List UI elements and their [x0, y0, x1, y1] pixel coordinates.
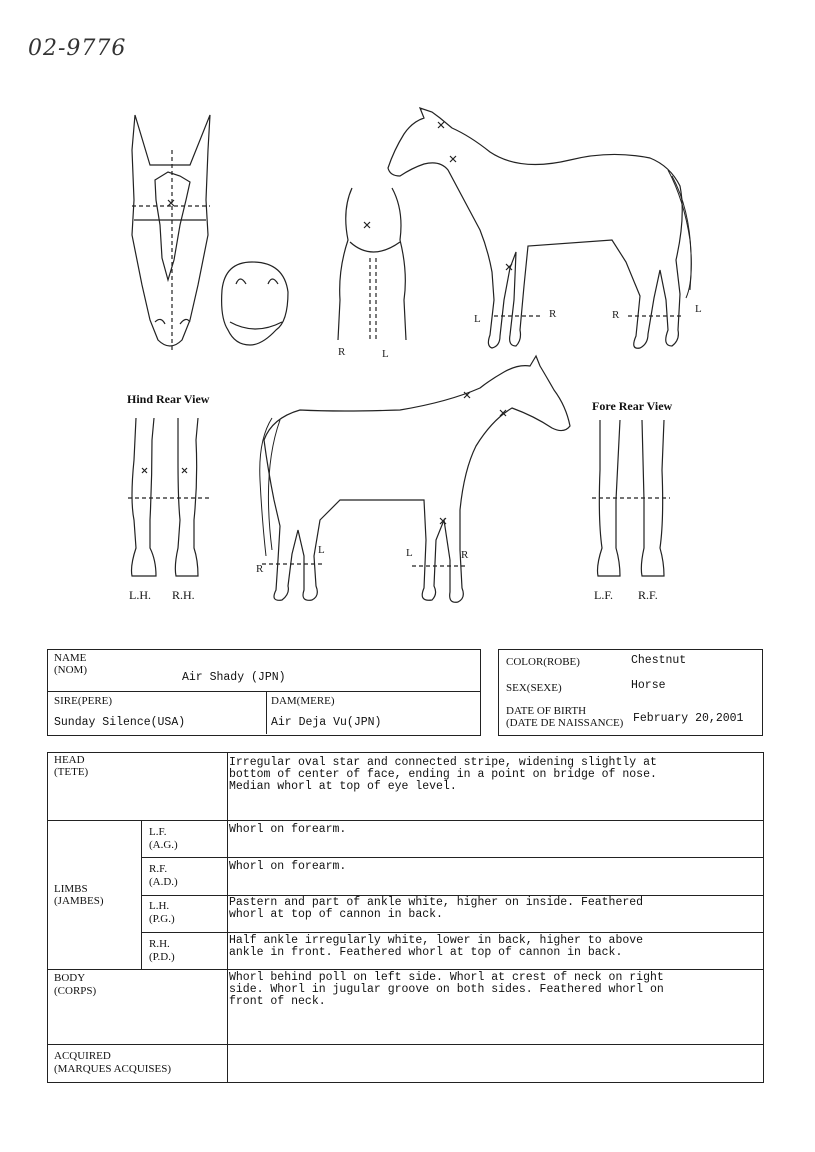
name-label: NAME	[54, 652, 87, 664]
rh-label-fr: (P.D.)	[149, 951, 175, 963]
body-line-2: side. Whorl in jugular groove on both sides. Feathered whorl on	[229, 983, 664, 996]
rf-label-fr: (A.D.)	[149, 876, 178, 888]
rh-line-2: ankle in front. Feathered whorl at top of cannon in back.	[229, 946, 623, 959]
horse-diagrams	[0, 90, 815, 615]
label-l-4: L	[318, 544, 325, 556]
head-label-fr: (TETE)	[54, 766, 89, 778]
dam-label: DAM(MERE)	[271, 695, 335, 707]
sex-value: Horse	[631, 679, 666, 692]
dob-label-fr: (DATE DE NAISSANCE)	[506, 717, 624, 729]
label-l-5: L	[406, 547, 413, 559]
body-label: BODY	[54, 972, 86, 984]
handwritten-id: 02-9776	[28, 36, 127, 61]
label-rh: R.H.	[172, 588, 195, 602]
limbs-label-fr: (JAMBES)	[54, 895, 104, 907]
lh-line-2: whorl at top of cannon in back.	[229, 908, 443, 921]
head-label: HEAD	[54, 754, 85, 766]
limbs-label: LIMBS	[54, 883, 88, 895]
label-l-2: L	[695, 303, 702, 315]
rh-line-1: Half ankle irregularly white, lower in back, higher to above	[229, 934, 644, 947]
head-line-1: Irregular oval star and connected stripe, widening slightly at	[229, 756, 657, 769]
horse-side-left-drawing	[260, 356, 570, 602]
label-l-3: L	[382, 348, 389, 360]
hind-rear-view-title: Hind Rear View	[127, 392, 210, 406]
body-line-3: front of neck.	[229, 995, 326, 1008]
lh-label-fr: (P.G.)	[149, 913, 175, 925]
label-r-1: R	[549, 308, 557, 320]
fore-legs-drawing	[592, 420, 670, 576]
body-label-fr: (CORPS)	[54, 985, 97, 997]
face-front-drawing	[132, 115, 210, 350]
sire-value: Sunday Silence(USA)	[54, 716, 186, 729]
sex-label: SEX(SEXE)	[506, 682, 562, 694]
name-label-fr: (NOM)	[54, 664, 87, 676]
lh-label: L.H.	[149, 900, 170, 912]
acquired-label-fr: (MARQUES ACQUISES)	[54, 1063, 172, 1075]
name-value: Air Shady (JPN)	[182, 671, 286, 684]
body-line-1: Whorl behind poll on left side. Whorl at crest of neck on right	[229, 971, 664, 984]
label-r-5: R	[461, 549, 469, 561]
sire-label: SIRE(PERE)	[54, 695, 113, 707]
label-r-4: R	[256, 563, 264, 575]
fore-rear-view-title: Fore Rear View	[592, 399, 673, 413]
acquired-label: ACQUIRED	[54, 1050, 111, 1062]
label-l-1: L	[474, 313, 481, 325]
dob-label: DATE OF BIRTH	[506, 705, 587, 717]
label-r-2: R	[612, 309, 620, 321]
dob-value: February 20,2001	[633, 712, 744, 725]
neck-front-drawing	[338, 188, 406, 340]
lf-label: L.F.	[149, 826, 167, 838]
lh-line-1: Pastern and part of ankle white, higher on inside. Feathered	[229, 896, 644, 909]
rh-label: R.H.	[149, 938, 170, 950]
label-rf: R.F.	[638, 588, 658, 602]
color-value: Chestnut	[631, 654, 687, 667]
head-line-2: bottom of center of face, ending in a point on bridge of nose.	[229, 768, 657, 781]
dam-value: Air Deja Vu(JPN)	[271, 716, 382, 729]
head-line-3: Median whorl at top of eye level.	[229, 780, 457, 793]
rf-label: R.F.	[149, 863, 168, 875]
rf-value: Whorl on forearm.	[229, 860, 347, 873]
label-r-3: R	[338, 346, 346, 358]
lf-value: Whorl on forearm.	[229, 823, 347, 836]
lf-label-fr: (A.G.)	[149, 839, 178, 851]
label-lh: L.H.	[129, 588, 151, 602]
hind-legs-drawing	[128, 418, 210, 576]
label-lf: L.F.	[594, 588, 614, 602]
horse-side-right-drawing	[388, 108, 691, 348]
muzzle-drawing	[222, 262, 288, 345]
color-label: COLOR(ROBE)	[506, 656, 580, 668]
